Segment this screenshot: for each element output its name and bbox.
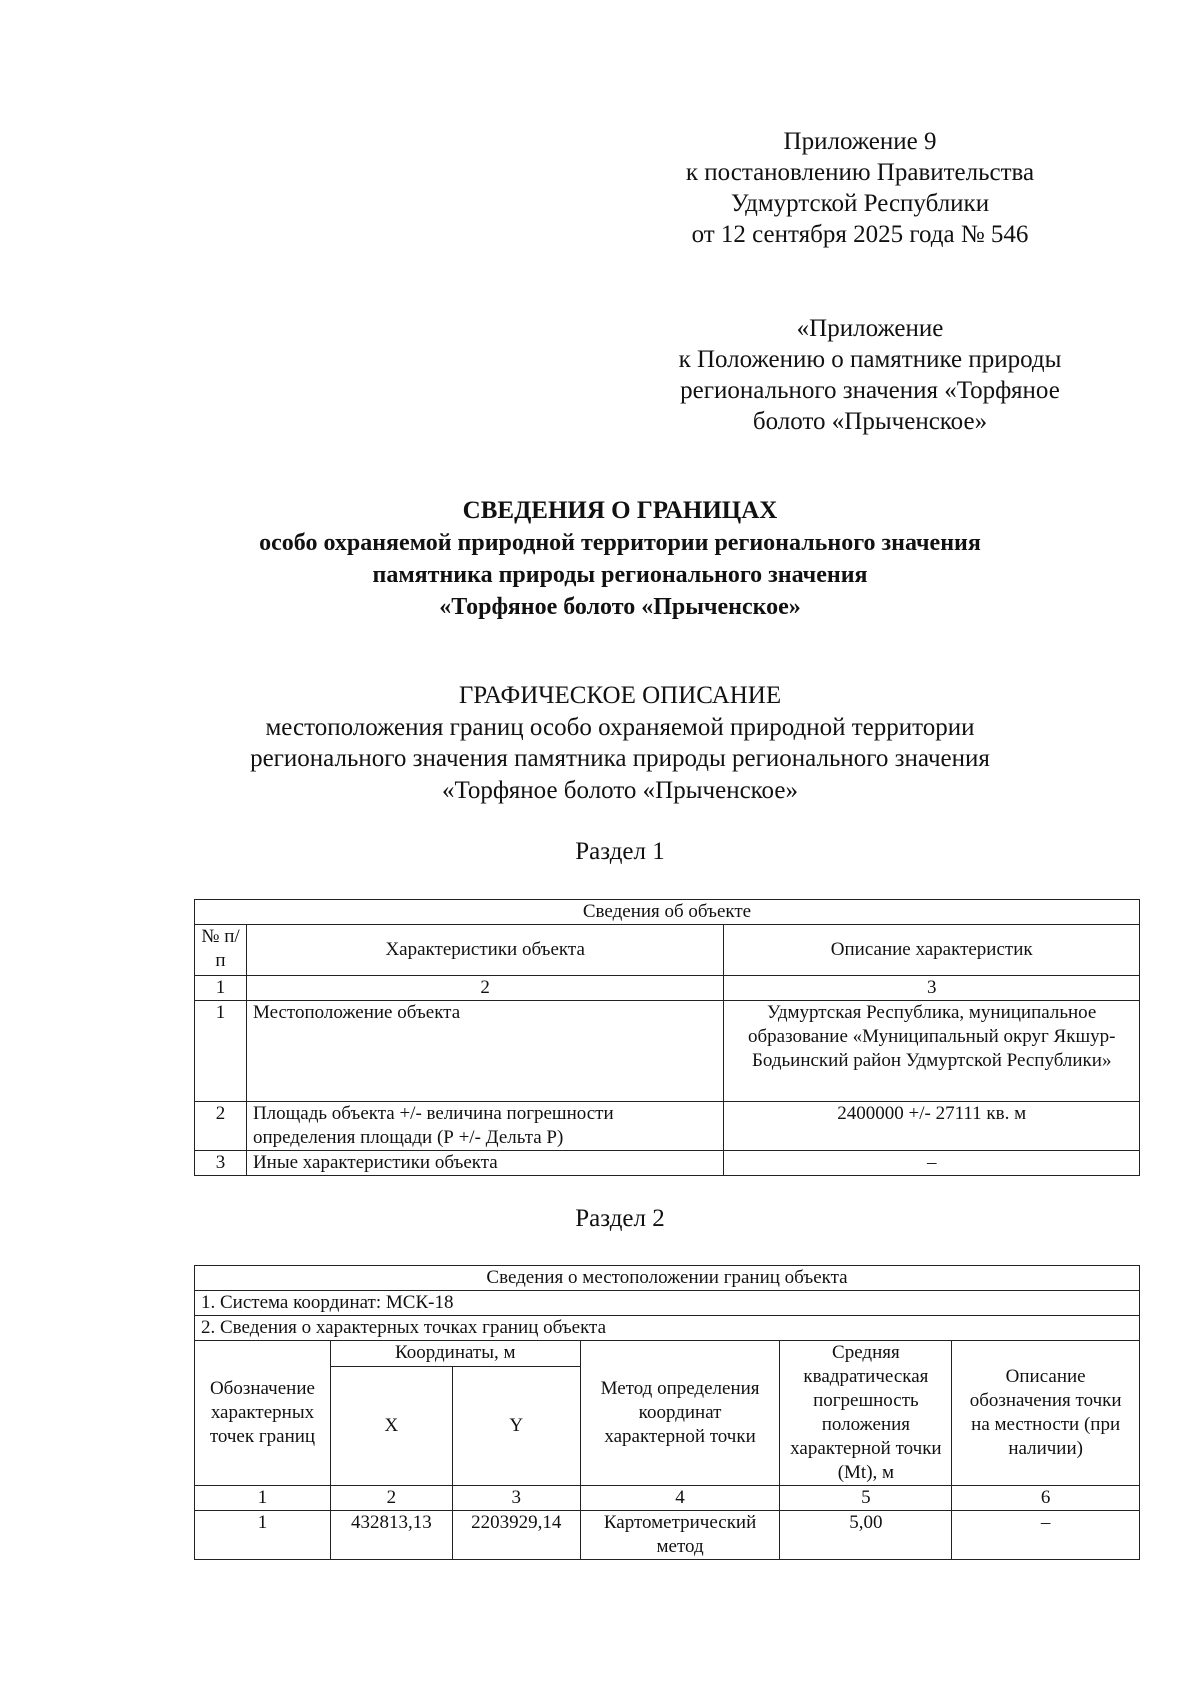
title-line: СВЕДЕНИЯ О ГРАНИЦАХ xyxy=(462,497,778,524)
boundary-points-table xyxy=(194,1265,1140,1560)
col-header-description: Описание обозначения точки на местности (при наличии) xyxy=(952,1341,1140,1486)
title-line: «Торфяное болото «Прыченское» xyxy=(439,594,801,620)
index-cell: 1 xyxy=(195,1486,331,1511)
col-header-y: Y xyxy=(452,1367,580,1486)
regulation-line: болото «Прыченское» xyxy=(752,408,988,435)
index-cell: 3 xyxy=(724,976,1140,1001)
index-cell: 6 xyxy=(952,1486,1140,1511)
row-characteristic: Площадь объекта +/- величина погрешности определения площади (Р +/- Дельта Р) xyxy=(246,1102,723,1151)
graphic-line: «Торфяное болото «Прыченское» xyxy=(442,776,798,804)
object-info-table xyxy=(194,899,1140,1176)
table-title: Сведения о местоположении границ объекта xyxy=(195,1266,1140,1291)
row-description: – xyxy=(724,1151,1140,1176)
document-title xyxy=(180,495,1060,623)
row-num: 2 xyxy=(195,1102,247,1151)
col-header-method: Метод определения координат характерной точки xyxy=(580,1341,780,1486)
table-row xyxy=(195,1151,1140,1176)
row-characteristic: Местоположение объекта xyxy=(246,1001,723,1102)
table-title: Сведения об объекте xyxy=(195,900,1140,925)
row-characteristic: Иные характеристики объекта xyxy=(246,1151,723,1176)
col-header-coordinates: Координаты, м xyxy=(330,1341,580,1367)
point-x: 432813,13 xyxy=(330,1511,452,1560)
index-cell: 2 xyxy=(246,976,723,1001)
point-description: – xyxy=(952,1511,1140,1560)
regulation-line: «Приложение xyxy=(796,315,944,342)
appendix-line: Приложение 9 xyxy=(783,128,937,155)
col-header-point: Обозначение характерных точек границ xyxy=(195,1341,331,1486)
regulation-header xyxy=(640,313,1100,437)
points-title: 2. Сведения о характерных точках границ объекта xyxy=(195,1316,1140,1341)
row-description: 2400000 +/- 27111 кв. м xyxy=(724,1102,1140,1151)
table-row xyxy=(195,1001,1140,1102)
index-cell: 2 xyxy=(330,1486,452,1511)
index-cell: 5 xyxy=(780,1486,952,1511)
point-error: 5,00 xyxy=(780,1511,952,1560)
row-description: Удмуртская Республика, муниципальное образование «Муниципальный округ Якшур-Бодьинский район Удмуртской Республики» xyxy=(724,1001,1140,1102)
col-header-description: Описание характеристик xyxy=(724,925,1140,976)
col-header-x: X xyxy=(330,1367,452,1486)
title-line: памятника природы регионального значения xyxy=(372,562,868,588)
index-cell: 1 xyxy=(195,976,247,1001)
appendix-header xyxy=(660,126,1060,250)
appendix-line: к постановлению Правительства xyxy=(685,159,1035,186)
graphic-description-heading xyxy=(180,680,1060,806)
regulation-line: регионального значения «Торфяное xyxy=(680,377,1060,404)
point-id: 1 xyxy=(195,1511,331,1560)
row-num: 1 xyxy=(195,1001,247,1102)
index-cell: 4 xyxy=(580,1486,780,1511)
title-line: особо охраняемой природной территории регионального значения xyxy=(259,530,981,556)
table-row xyxy=(195,1102,1140,1151)
section-2-label: Раздел 2 xyxy=(575,1205,665,1232)
table-row xyxy=(195,1511,1140,1560)
graphic-line: местоположения границ особо охраняемой природной территории xyxy=(265,713,975,741)
appendix-line: Удмуртской Республики xyxy=(730,190,990,217)
col-header-num: № п/п xyxy=(195,925,247,976)
point-method: Картометрический метод xyxy=(580,1511,780,1560)
graphic-line: ГРАФИЧЕСКОЕ ОПИСАНИЕ xyxy=(458,682,782,709)
regulation-line: к Положению о памятнике природы xyxy=(678,346,1062,373)
section-1-label: Раздел 1 xyxy=(575,838,665,865)
col-header-characteristic: Характеристики объекта xyxy=(246,925,723,976)
row-num: 3 xyxy=(195,1151,247,1176)
index-cell: 3 xyxy=(452,1486,580,1511)
appendix-line: от 12 сентября 2025 года № 546 xyxy=(691,221,1029,248)
point-y: 2203929,14 xyxy=(452,1511,580,1560)
graphic-line: регионального значения памятника природы регионального значения xyxy=(250,745,990,772)
col-header-error: Средняя квадратическая погрешность положения характерной точки (Mt), м xyxy=(780,1341,952,1486)
coordinate-system: 1. Система координат: МСК-18 xyxy=(195,1291,1140,1316)
